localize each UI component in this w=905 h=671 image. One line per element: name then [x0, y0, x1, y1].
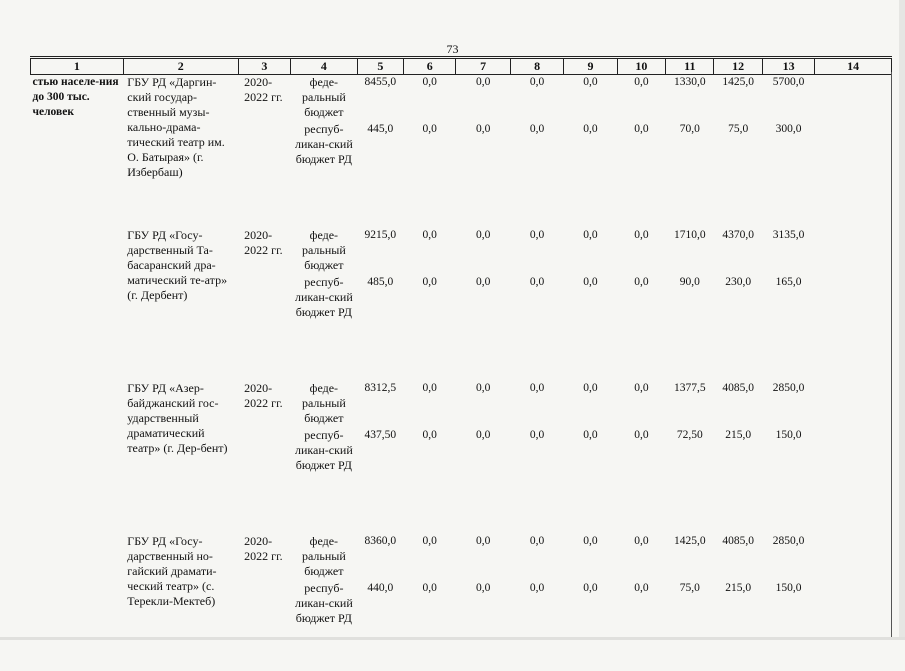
value-col-7: 0,0	[475, 381, 491, 394]
value-col-9: 0,0	[583, 381, 598, 394]
col-header-8: 8	[510, 59, 563, 75]
value-col-5: 437,50	[364, 428, 397, 441]
value-col-7: 0,0	[475, 275, 491, 288]
republic-budget-label: респуб-ликан-ский бюджет РД	[294, 580, 353, 625]
population-category: стью населе-ния до 300 тыс. человек	[32, 76, 119, 118]
value-col-9: 0,0	[583, 76, 598, 88]
value-col-8: 0,0	[529, 122, 545, 135]
federal-budget-label: феде-ральный бюджет	[301, 75, 346, 119]
institution-name: ГБУ РД «Госу-дарственный но-гайский драмати-ческий театр» (с. Терекли-Мектеб)	[127, 533, 217, 608]
period: 2020-2022 гг.	[244, 380, 283, 410]
value-col-13: 150,0	[775, 428, 802, 441]
table-row	[31, 534, 892, 581]
value-col-8: 0,0	[529, 428, 545, 441]
federal-budget-label: феде-ральный бюджет	[301, 380, 346, 425]
value-col-11: 1377,5	[673, 381, 706, 394]
value-col-9: 0,0	[583, 275, 598, 288]
value-col-9: 0,0	[583, 581, 598, 594]
empty-col-14	[815, 275, 892, 381]
value-col-8: 0,0	[529, 581, 545, 594]
col-header-13: 13	[762, 59, 814, 75]
value-col-7: 0,0	[475, 76, 491, 88]
value-col-12: 4085,0	[722, 381, 754, 394]
value-col-9: 0,0	[583, 534, 598, 547]
value-col-6: 0,0	[422, 228, 437, 241]
value-col-10: 0,0	[634, 381, 649, 394]
scan-edge	[899, 0, 905, 640]
value-col-10: 0,0	[634, 428, 649, 441]
value-col-6: 0,0	[422, 122, 437, 135]
col-header-6: 6	[404, 59, 456, 75]
value-col-11: 1330,0	[673, 76, 706, 88]
value-col-10: 0,0	[634, 122, 649, 135]
period: 2020-2022 гг.	[244, 533, 283, 563]
value-col-13: 150,0	[775, 581, 802, 594]
value-col-9: 0,0	[583, 428, 598, 441]
value-col-5: 445,0	[367, 122, 394, 135]
value-col-5: 8360,0	[364, 534, 397, 547]
value-col-8: 0,0	[529, 534, 545, 547]
col-header-10: 10	[617, 59, 665, 75]
value-col-6: 0,0	[422, 381, 437, 394]
col-header-1: 1	[31, 59, 124, 75]
value-col-9: 0,0	[583, 122, 598, 135]
empty-cell	[31, 534, 124, 671]
value-col-13: 5700,0	[772, 76, 805, 88]
value-col-5: 440,0	[367, 581, 394, 594]
top-rule	[30, 56, 892, 57]
table-row	[31, 228, 892, 275]
header-row	[31, 59, 892, 75]
value-col-11: 75,0	[679, 581, 700, 594]
value-col-5: 485,0	[367, 275, 394, 288]
value-col-10: 0,0	[634, 275, 649, 288]
col-header-3: 3	[238, 59, 290, 75]
empty-col-14	[815, 428, 892, 534]
value-col-5: 8455,0	[364, 76, 397, 88]
table-row	[31, 75, 892, 122]
value-col-13: 165,0	[775, 275, 802, 288]
value-col-10: 0,0	[634, 581, 649, 594]
value-col-8: 0,0	[529, 275, 545, 288]
value-col-11: 72,50	[676, 428, 703, 441]
value-col-7: 0,0	[475, 122, 491, 135]
value-col-6: 0,0	[422, 428, 437, 441]
value-col-12: 1425,0	[722, 76, 754, 88]
value-col-13: 2850,0	[772, 381, 805, 394]
value-col-12: 230,0	[725, 275, 752, 288]
value-col-12: 75,0	[728, 122, 749, 135]
value-col-7: 0,0	[475, 428, 491, 441]
value-col-7: 0,0	[475, 581, 491, 594]
col-header-11: 11	[666, 59, 714, 75]
empty-cell	[31, 228, 124, 381]
col-header-12: 12	[714, 59, 762, 75]
value-col-6: 0,0	[422, 76, 437, 88]
value-col-12: 4085,0	[722, 534, 754, 547]
value-col-10: 0,0	[634, 534, 649, 547]
empty-col-14	[815, 122, 892, 228]
value-col-11: 70,0	[679, 122, 700, 135]
value-col-13: 3135,0	[772, 228, 805, 241]
value-col-12: 215,0	[725, 428, 752, 441]
empty-col-14	[815, 534, 892, 581]
value-col-5: 9215,0	[364, 228, 397, 241]
budget-table	[30, 58, 892, 671]
republic-budget-label: респуб-ликан-ский бюджет РД	[294, 427, 353, 472]
right-border	[891, 72, 892, 640]
value-col-6: 0,0	[422, 534, 437, 547]
value-col-8: 0,0	[529, 76, 545, 88]
value-col-12: 215,0	[725, 581, 752, 594]
empty-col-14	[815, 228, 892, 275]
col-header-2: 2	[123, 59, 238, 75]
value-col-12: 4370,0	[722, 228, 754, 241]
col-header-5: 5	[357, 59, 403, 75]
institution-name: ГБУ РД «Госу-дарственный Та-басаранский дра-матический те-атр» (г. Дербент)	[127, 227, 228, 302]
period: 2020-2022 гг.	[244, 75, 283, 104]
republic-budget-label: респуб-ликан-ский бюджет РД	[294, 121, 353, 166]
col-header-4: 4	[291, 59, 358, 75]
empty-cell	[31, 381, 124, 534]
federal-budget-label: феде-ральный бюджет	[301, 533, 346, 578]
empty-col-14	[815, 581, 892, 671]
value-col-13: 300,0	[775, 122, 802, 135]
value-col-7: 0,0	[475, 228, 491, 241]
institution-name: ГБУ РД «Даргин-ский государ-ственный музы-кально-драма-тический театр им. О. Батырая» (г. Избербаш)	[127, 75, 225, 179]
col-header-7: 7	[456, 59, 510, 75]
col-header-14: 14	[815, 59, 892, 75]
value-col-6: 0,0	[422, 275, 437, 288]
period: 2020-2022 гг.	[244, 227, 283, 257]
value-col-8: 0,0	[529, 228, 545, 241]
value-col-13: 2850,0	[772, 534, 805, 547]
value-col-11: 1710,0	[673, 228, 706, 241]
value-col-5: 8312,5	[364, 381, 397, 394]
value-col-11: 90,0	[679, 275, 700, 288]
empty-col-14	[815, 381, 892, 428]
value-col-9: 0,0	[583, 228, 598, 241]
table-row	[31, 381, 892, 428]
republic-budget-label: респуб-ликан-ский бюджет РД	[294, 274, 353, 319]
value-col-7: 0,0	[475, 534, 491, 547]
empty-col-14	[815, 75, 892, 122]
col-header-9: 9	[564, 59, 617, 75]
page-number: 73	[446, 42, 459, 56]
institution-name: ГБУ РД «Азер-байджанский гос-ударственный драматический театр» (г. Дер-бент)	[127, 380, 228, 455]
value-col-10: 0,0	[634, 76, 649, 88]
federal-budget-label: феде-ральный бюджет	[301, 227, 346, 272]
value-col-10: 0,0	[634, 228, 649, 241]
value-col-8: 0,0	[529, 381, 545, 394]
value-col-11: 1425,0	[673, 534, 706, 547]
value-col-6: 0,0	[422, 581, 437, 594]
